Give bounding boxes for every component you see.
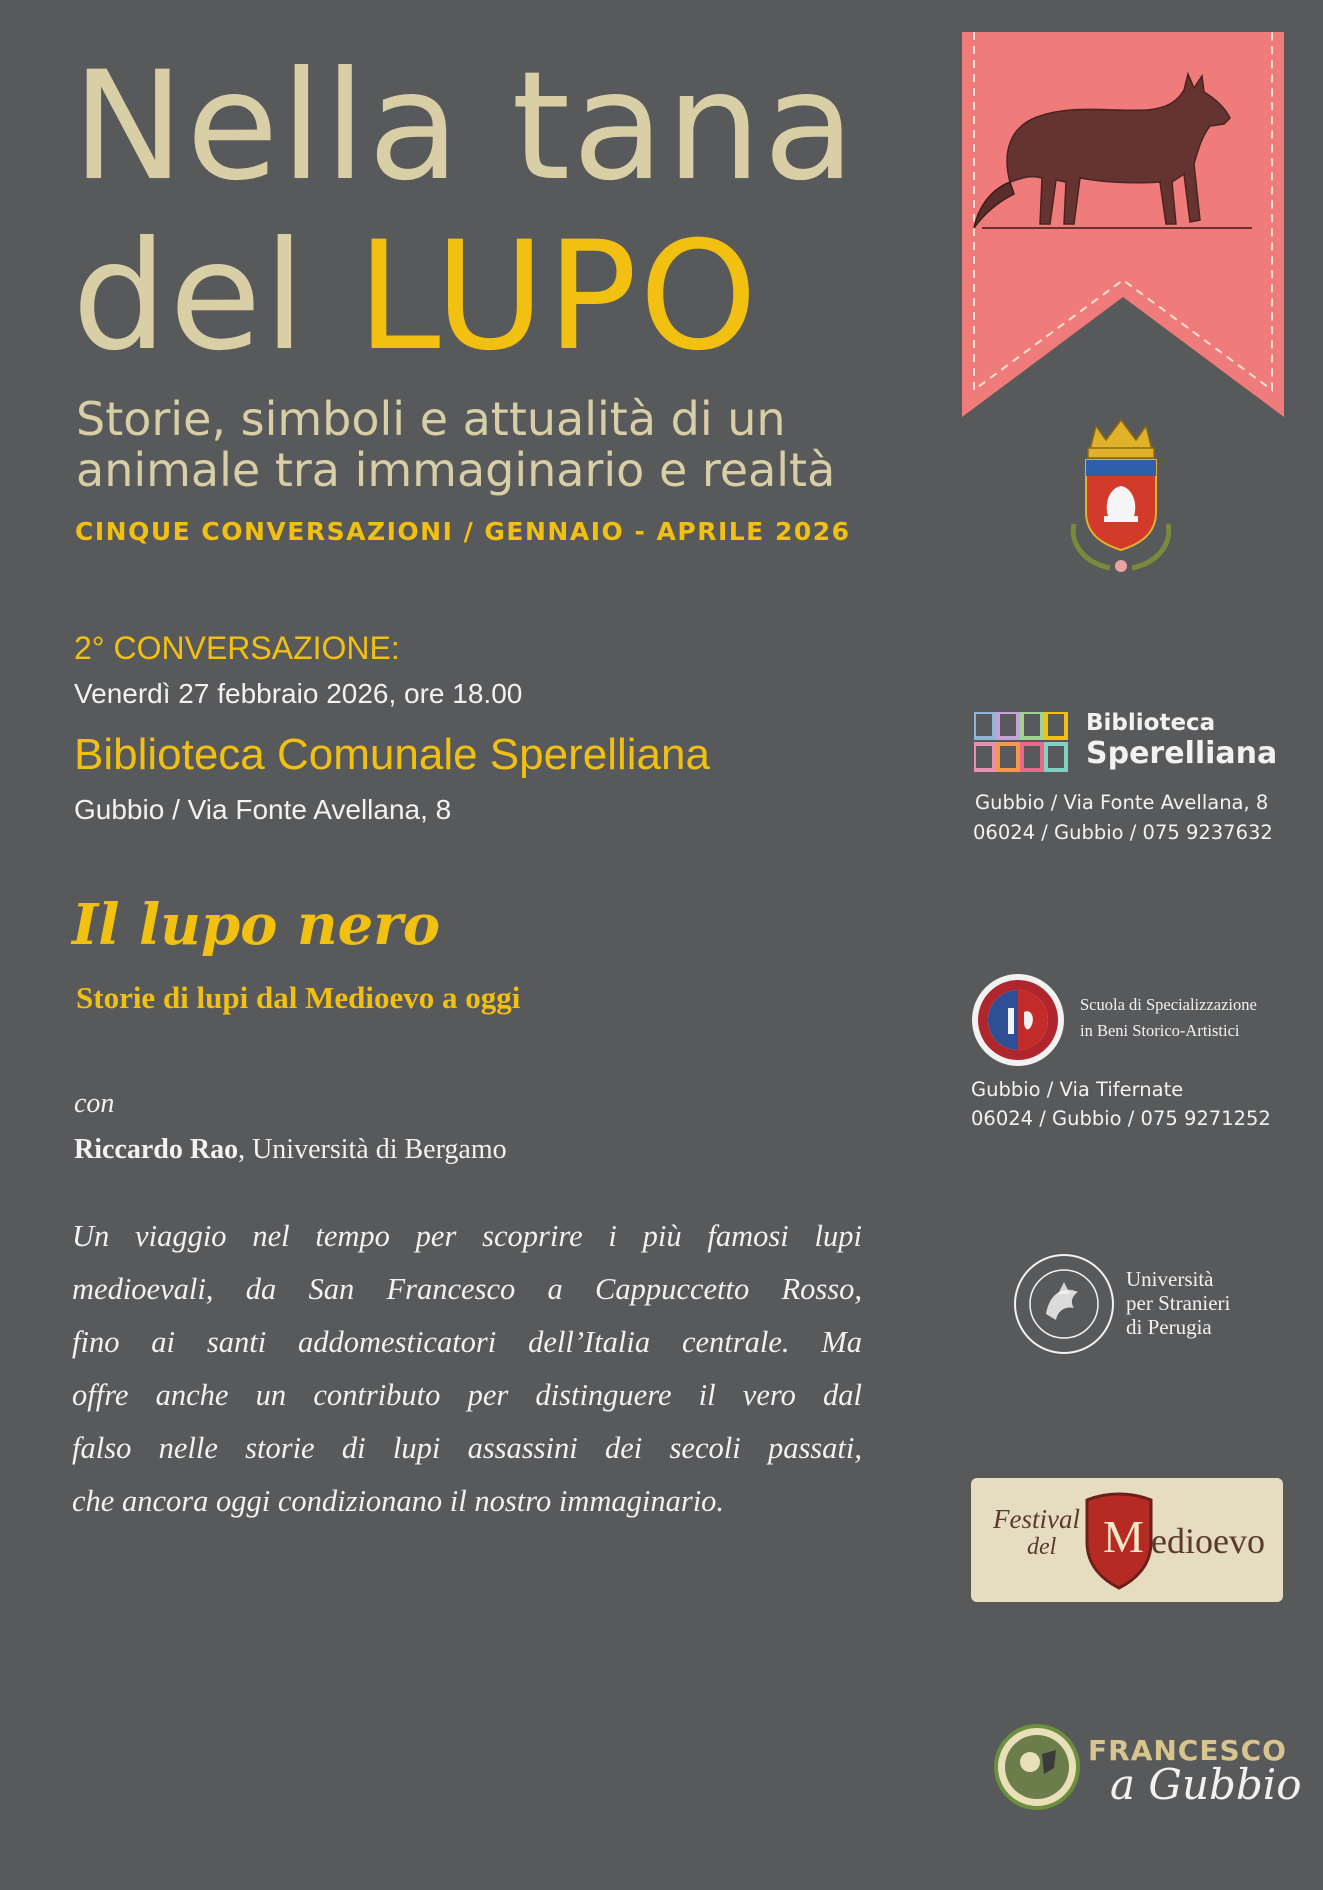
- scuola-phone: 06024 / Gubbio / 075 9271252: [971, 1107, 1271, 1130]
- description-line: medioevali, da San Francesco a Cappuccetto Rosso,: [72, 1272, 862, 1306]
- sperelliana-word: Sperelliana: [1086, 736, 1278, 771]
- a-gubbio-word: a Gubbio: [1110, 1760, 1302, 1809]
- festival-del-word: del: [1027, 1534, 1057, 1560]
- festival-word: Festival: [993, 1504, 1080, 1534]
- biblioteca-address: Gubbio / Via Fonte Avellana, 8: [975, 791, 1269, 814]
- event-address: Gubbio / Via Fonte Avellana, 8: [74, 794, 452, 825]
- festival-medioevo-word: edioevo: [1151, 1521, 1265, 1561]
- francesco-medallion-icon: [994, 1724, 1080, 1810]
- biblioteca-logo: [974, 710, 1284, 774]
- scuola-name-line2: in Beni Storico-Artistici: [1080, 1021, 1240, 1040]
- festival-logo: [971, 1478, 1283, 1602]
- francesco-word: FRANCESCO: [1088, 1734, 1287, 1767]
- scuola-address: Gubbio / Via Tifernate: [971, 1078, 1184, 1101]
- gubbio-crest-icon: [1060, 416, 1182, 576]
- unistra-line2: per Stranieri: [1126, 1291, 1231, 1315]
- event-datetime: Venerdì 27 febbraio 2026, ore 18.00: [74, 678, 523, 709]
- speaker-line: [74, 1134, 507, 1166]
- sperelliana-mark-icon: [974, 712, 1084, 772]
- speaker-affiliation: , Università di Bergamo: [238, 1134, 507, 1165]
- unistra-seal-icon: [1012, 1252, 1116, 1356]
- title-line-2: [72, 210, 760, 384]
- description-line: fino ai santi addomesticatori dell’Italia centrale. Ma: [72, 1325, 862, 1359]
- talk-title: Il lupo nero: [72, 892, 441, 958]
- subtitle-line-2: animale tra immaginario e realtà: [76, 443, 836, 497]
- festival-initial: M: [1103, 1511, 1144, 1562]
- title-line-1: Nella tana: [72, 40, 858, 214]
- conversation-number: 2° CONVERSAZIONE:: [74, 630, 400, 666]
- wolf-banner: [962, 32, 1284, 422]
- title-lupo: LUPO: [356, 210, 760, 384]
- unistra-line3: di Perugia: [1126, 1315, 1212, 1339]
- biblioteca-word: Biblioteca: [1086, 710, 1216, 736]
- speaker-name: Riccardo Rao: [74, 1134, 239, 1165]
- description-line: falso nelle storie di lupi assassini dei secoli passati,: [72, 1431, 862, 1465]
- title-del: del: [72, 210, 308, 384]
- con-label: con: [74, 1088, 115, 1119]
- talk-description: [72, 1210, 862, 1528]
- description-line: che ancora oggi condizionano il nostro immaginario.: [72, 1484, 725, 1518]
- scuola-name-line1: Scuola di Specializzazione: [1080, 995, 1257, 1014]
- description-line: offre anche un contributo per distinguere il vero dal: [72, 1378, 862, 1412]
- description-line: Un viaggio nel tempo per scoprire i più famosi lupi: [72, 1219, 862, 1253]
- subtitle-line-1: Storie, simboli e attualità di un: [76, 392, 786, 446]
- series-label: CINQUE CONVERSAZIONI / GENNAIO - APRILE 2026: [75, 517, 851, 546]
- talk-subtitle: Storie di lupi dal Medioevo a oggi: [76, 980, 521, 1015]
- biblioteca-phone: 06024 / Gubbio / 075 9237632: [973, 821, 1273, 844]
- unistra-line1: Università: [1126, 1267, 1214, 1291]
- event-venue: Biblioteca Comunale Sperelliana: [74, 730, 710, 779]
- scuola-seal-icon: [970, 972, 1066, 1068]
